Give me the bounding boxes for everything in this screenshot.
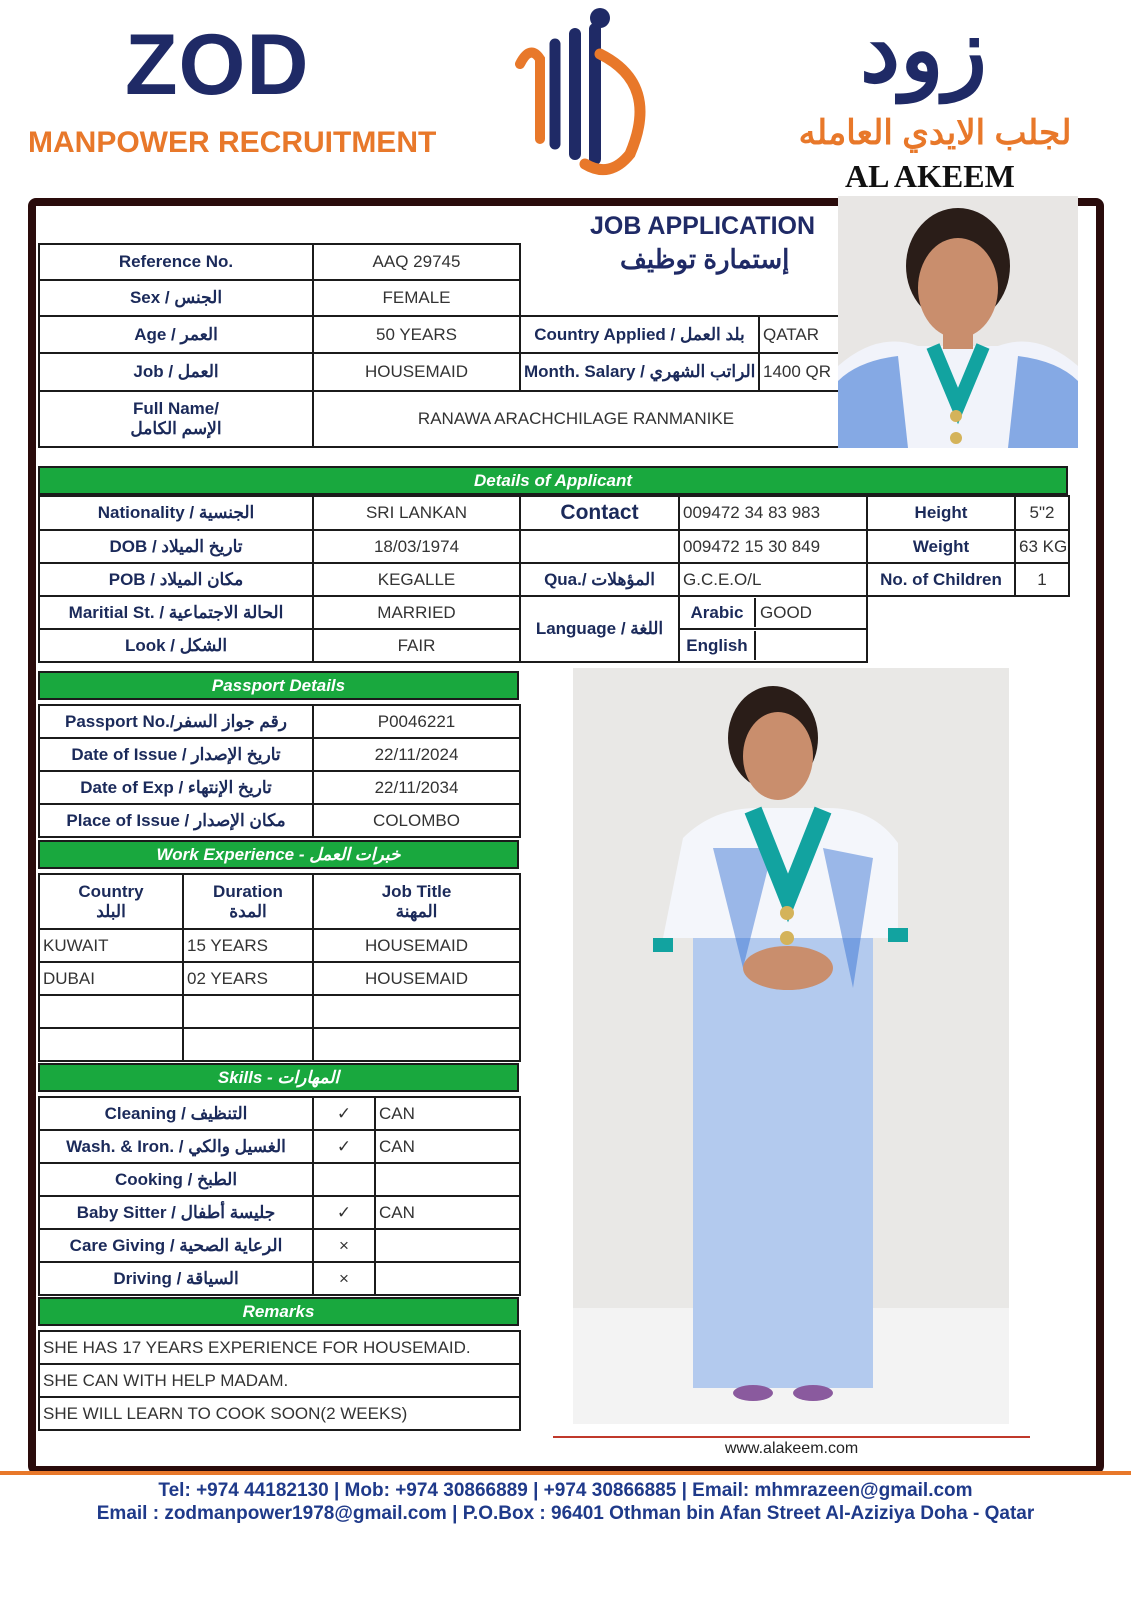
table-row-duration [183,995,313,1028]
expiry-date-label: Date of Exp / تاريخ الإنتهاء [39,771,313,804]
pob-value: KEGALLE [313,563,520,596]
arabic-value: GOOD [760,603,812,622]
english-value [756,631,760,660]
reference-value: AAQ 29745 [313,244,520,280]
english-cell [679,629,867,662]
table-row-job [313,1028,520,1061]
full-name-label-en: Full Name/ [133,399,219,418]
expiry-date-value: 22/11/2034 [313,771,520,804]
blank-cell [867,629,1069,662]
age-value: 50 YEARS [313,316,520,353]
skill-label: Cleaning / التنظيف [39,1097,313,1130]
skills-section-header: Skills - المهارات [38,1063,519,1092]
col-country-ar: البلد [96,901,126,921]
footer-contact-line-2: Email : zodmanpower1978@gmail.com | P.O.Box : 96401 Othman bin Afan Street Al-Aziziya Doha - Qatar [96,1503,1035,1524]
skills-table [38,1096,521,1296]
passport-no-label: Passport No./رقم جواز السفر [39,705,313,738]
footer-divider [0,1471,1131,1475]
remarks-table [38,1330,521,1431]
blank-cell [520,244,839,280]
issue-date-label: Date of Issue / تاريخ الإصدار [39,738,313,771]
height-value: 5"2 [1015,496,1069,530]
age-label: Age / العمر [39,316,313,353]
table-row-country: DUBAI [39,962,183,995]
blank-cell [520,530,679,563]
skill-value [375,1163,520,1196]
applicant-portrait-photo [838,196,1078,448]
job-value: HOUSEMAID [313,353,520,391]
arabic-cell [679,596,867,629]
page-title-arabic: إستمارة توظيف [620,244,790,274]
check-icon: ✓ [313,1196,375,1229]
table-row-job: HOUSEMAID [313,929,520,962]
check-icon: ✓ [313,1097,375,1130]
skill-value [375,1262,520,1295]
col-duration-ar: المدة [229,901,267,921]
brand-subtitle: MANPOWER RECRUITMENT [28,126,437,159]
cross-icon: × [313,1229,375,1262]
passport-section-header: Passport Details [38,671,519,700]
country-applied-label: Country Applied / بلد العمل [520,316,759,353]
page-title: JOB APPLICATION [590,212,816,240]
details-table [38,495,1070,663]
experience-table [38,873,521,1062]
country-applied-value: QATAR [759,316,839,353]
skill-value: CAN [375,1196,520,1229]
top-info-table [38,243,840,448]
table-row-duration: 02 YEARS [183,962,313,995]
passport-no-value: P0046221 [313,705,520,738]
nationality-label: Nationality / الجنسية [39,496,313,530]
remarks-section-header: Remarks [38,1297,519,1326]
skill-value: CAN [375,1097,520,1130]
weight-label: Weight [867,530,1015,563]
salary-value: 1400 QR [759,353,839,391]
check-icon: ✓ [313,1130,375,1163]
brand-logo-text: ZOD [125,17,310,113]
col-job-title [313,874,520,929]
table-row-country [39,1028,183,1061]
blank-cell [867,596,1069,629]
dob-value: 18/03/1974 [313,530,520,563]
job-label: Job / العمل [39,353,313,391]
col-job-title-en: Job Title [381,881,452,901]
table-row-job: HOUSEMAID [313,962,520,995]
skill-label: Baby Sitter / جليسة أطفال [39,1196,313,1229]
table-row-duration [183,1028,313,1061]
col-job-title-ar: المهنة [395,901,438,921]
issue-place-value: COLOMBO [313,804,520,837]
table-row-country: KUWAIT [39,929,183,962]
col-duration [183,874,313,929]
sex-value: FEMALE [313,280,520,316]
footer-contact-line-1: Tel: +974 44182130 | Mob: +974 30866889 | +974 30866885 | Email: mhmrazeen@gmail.com [158,1480,973,1501]
nationality-value: SRI LANKAN [313,496,520,530]
website-link[interactable]: www.alakeem.com [553,1436,1030,1458]
children-label: No. of Children [867,563,1015,596]
table-row-job [313,995,520,1028]
issue-place-label: Place of Issue / مكان الإصدار [39,804,313,837]
contact-phone-1: 009472 34 83 983 [679,496,867,530]
skill-value: CAN [375,1130,520,1163]
sex-label: Sex / الجنس [39,280,313,316]
full-name-label [39,391,313,447]
english-label: English [680,631,756,660]
skill-value [375,1229,520,1262]
col-duration-en: Duration [213,881,283,901]
salary-label: Month. Salary / الراتب الشهري [520,353,759,391]
issue-date-value: 22/11/2024 [313,738,520,771]
look-value: FAIR [313,629,520,662]
qualification-label: Qua./ المؤهلات [520,563,679,596]
dob-label: DOB / تاريخ الميلاد [39,530,313,563]
marital-value: MARRIED [313,596,520,629]
brand-logo-arabic: زود [860,1,988,101]
applicant-full-body-photo [573,668,1009,1424]
brand-mark-icon [500,4,670,184]
arabic-label: Arabic [680,598,756,627]
children-value: 1 [1015,563,1069,596]
col-country-en: Country [78,881,144,901]
weight-value: 63 KG [1015,530,1069,563]
full-name-label-ar: الإسم الكامل [130,419,222,438]
cross-icon: × [313,1262,375,1295]
reference-label: Reference No. [39,244,313,280]
remark-line: SHE HAS 17 YEARS EXPERIENCE FOR HOUSEMAID. [39,1331,520,1364]
contact-phone-2: 009472 15 30 849 [679,530,867,563]
skill-label: Care Giving / الرعاية الصحية [39,1229,313,1262]
marital-label: Maritial St. / الحالة الاجتماعية [39,596,313,629]
skill-label: Cooking / الطبخ [39,1163,313,1196]
col-country [39,874,183,929]
blank-cell [520,280,839,316]
remark-line: SHE WILL LEARN TO COOK SOON(2 WEEKS) [39,1397,520,1430]
height-label: Height [867,496,1015,530]
contact-label: Contact [520,496,679,530]
table-row-duration: 15 YEARS [183,929,313,962]
check-icon [313,1163,375,1196]
experience-section-header: Work Experience - خبرات العمل [38,840,519,869]
look-label: Look / الشكل [39,629,313,662]
skill-label: Wash. & Iron. / الغسيل والكي [39,1130,313,1163]
skill-label: Driving / السياقة [39,1262,313,1295]
brand-subtitle-arabic: لجلب الايدي العامله [798,114,1072,152]
language-label: Language / اللغة [520,596,679,662]
qualification-value: G.C.E.O/L [679,563,867,596]
remark-line: SHE CAN WITH HELP MADAM. [39,1364,520,1397]
table-row-country [39,995,183,1028]
partner-name: AL AKEEM [845,158,1015,194]
pob-label: POB / مكان الميلاد [39,563,313,596]
full-name-value: RANAWA ARACHCHILAGE RANMANIKE [313,391,839,447]
passport-table [38,704,521,838]
details-section-header: Details of Applicant [38,466,1068,495]
